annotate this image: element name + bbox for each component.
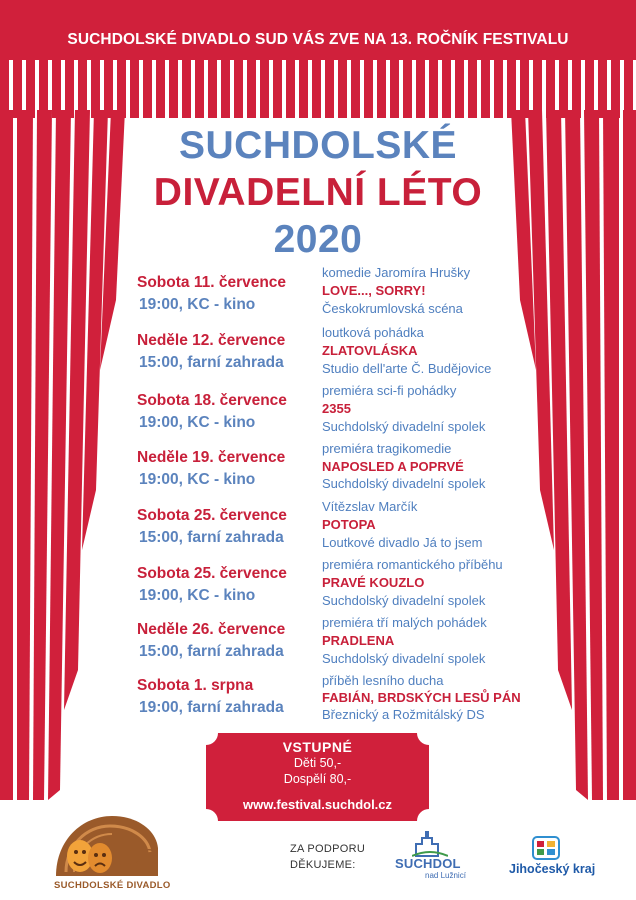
sud-logo-text: SUD xyxy=(111,845,160,871)
program-date: Sobota 11. července xyxy=(137,274,287,291)
suchdol-logo-text: SUCHDOL xyxy=(395,856,461,871)
program-time: 19:00, farní zahrada xyxy=(139,699,284,716)
program-time: 15:00, farní zahrada xyxy=(139,354,284,371)
program-time: 19:00, KC - kino xyxy=(139,296,256,313)
program-genre: příběh lesního ducha xyxy=(322,673,444,688)
festival-year: 2020 xyxy=(273,218,363,261)
suchdol-town-logo-icon xyxy=(412,830,448,858)
program-date: Sobota 25. července xyxy=(137,565,287,582)
program-genre: Vítězslav Marčík xyxy=(322,499,418,514)
admission-children: Děti 50,- xyxy=(293,756,342,770)
header-bar xyxy=(0,0,636,60)
program-company: Březnický a Rožmitálský DS xyxy=(322,707,485,722)
program-date: Sobota 25. července xyxy=(137,507,287,524)
festival-title-line1: SUCHDOLSKÉ xyxy=(178,124,458,167)
thanks-line1: ZA PODPORU xyxy=(290,843,366,855)
program-play: FABIÁN, BRDSKÝCH LESŮ PÁN xyxy=(322,690,521,705)
program-time: 19:00, KC - kino xyxy=(139,471,256,488)
program-play: 2355 xyxy=(322,401,351,416)
program-time: 15:00, farní zahrada xyxy=(139,643,284,660)
admission-heading: VSTUPNÉ xyxy=(282,739,353,755)
region-logo-text: Jihočeský kraj xyxy=(509,862,596,876)
program-time: 19:00, KC - kino xyxy=(139,414,256,431)
program-genre: premiéra tří malých pohádek xyxy=(322,615,487,630)
program-company: Českokrumlovská scéna xyxy=(322,301,463,316)
program-play: NAPOSLED A POPRVÉ xyxy=(322,459,464,474)
program-company: Suchdolský divadelní spolek xyxy=(322,593,486,608)
sud-name: SUCHDOLSKÉ DIVADLO xyxy=(54,880,171,891)
admission-adults: Dospělí 80,- xyxy=(283,772,352,786)
program-company: Studio dell'arte Č. Budějovice xyxy=(322,361,492,376)
festival-title-line2: DIVADELNÍ LÉTO xyxy=(153,171,483,214)
program-company: Suchdolský divadelní spolek xyxy=(322,419,486,434)
program-time: 19:00, KC - kino xyxy=(139,587,256,604)
jihocesky-kraj-logo-icon xyxy=(531,833,561,861)
thanks-line2: DĚKUJEME: xyxy=(290,859,356,871)
program-play: ZLATOVLÁSKA xyxy=(322,343,418,358)
program-play: POTOPA xyxy=(322,517,376,532)
program-play: LOVE..., SORRY! xyxy=(322,283,426,298)
program-date: Sobota 18. července xyxy=(137,392,287,409)
program-genre: komedie Jaromíra Hrušky xyxy=(322,265,471,280)
website-link[interactable]: www.festival.suchdol.cz xyxy=(242,797,393,812)
program-genre: premiéra sci-fi pohádky xyxy=(322,383,457,398)
program-company: Suchdolský divadelní spolek xyxy=(322,651,486,666)
suchdol-sub-text: nad Lužnicí xyxy=(425,871,466,880)
program-play: PRAVÉ KOUZLO xyxy=(322,575,425,590)
program-time: 15:00, farní zahrada xyxy=(139,529,284,546)
program-genre: premiéra romantického příběhu xyxy=(322,557,503,572)
program-date: Sobota 1. srpna xyxy=(137,677,254,694)
program-company: Suchdolský divadelní spolek xyxy=(322,476,486,491)
program-company: Loutkové divadlo Já to jsem xyxy=(322,535,483,550)
program-date: Neděle 12. července xyxy=(137,332,286,349)
program-genre: loutková pohádka xyxy=(322,325,424,340)
program-genre: premiéra tragikomedie xyxy=(322,441,452,456)
program-date: Neděle 19. července xyxy=(137,449,286,466)
invitation-text: SUCHDOLSKÉ DIVADLO SUD VÁS ZVE NA 13. ROČNÍK FESTIVALU xyxy=(67,31,569,48)
program-date: Neděle 26. července xyxy=(137,621,286,638)
program-play: PRADLENA xyxy=(322,633,395,648)
